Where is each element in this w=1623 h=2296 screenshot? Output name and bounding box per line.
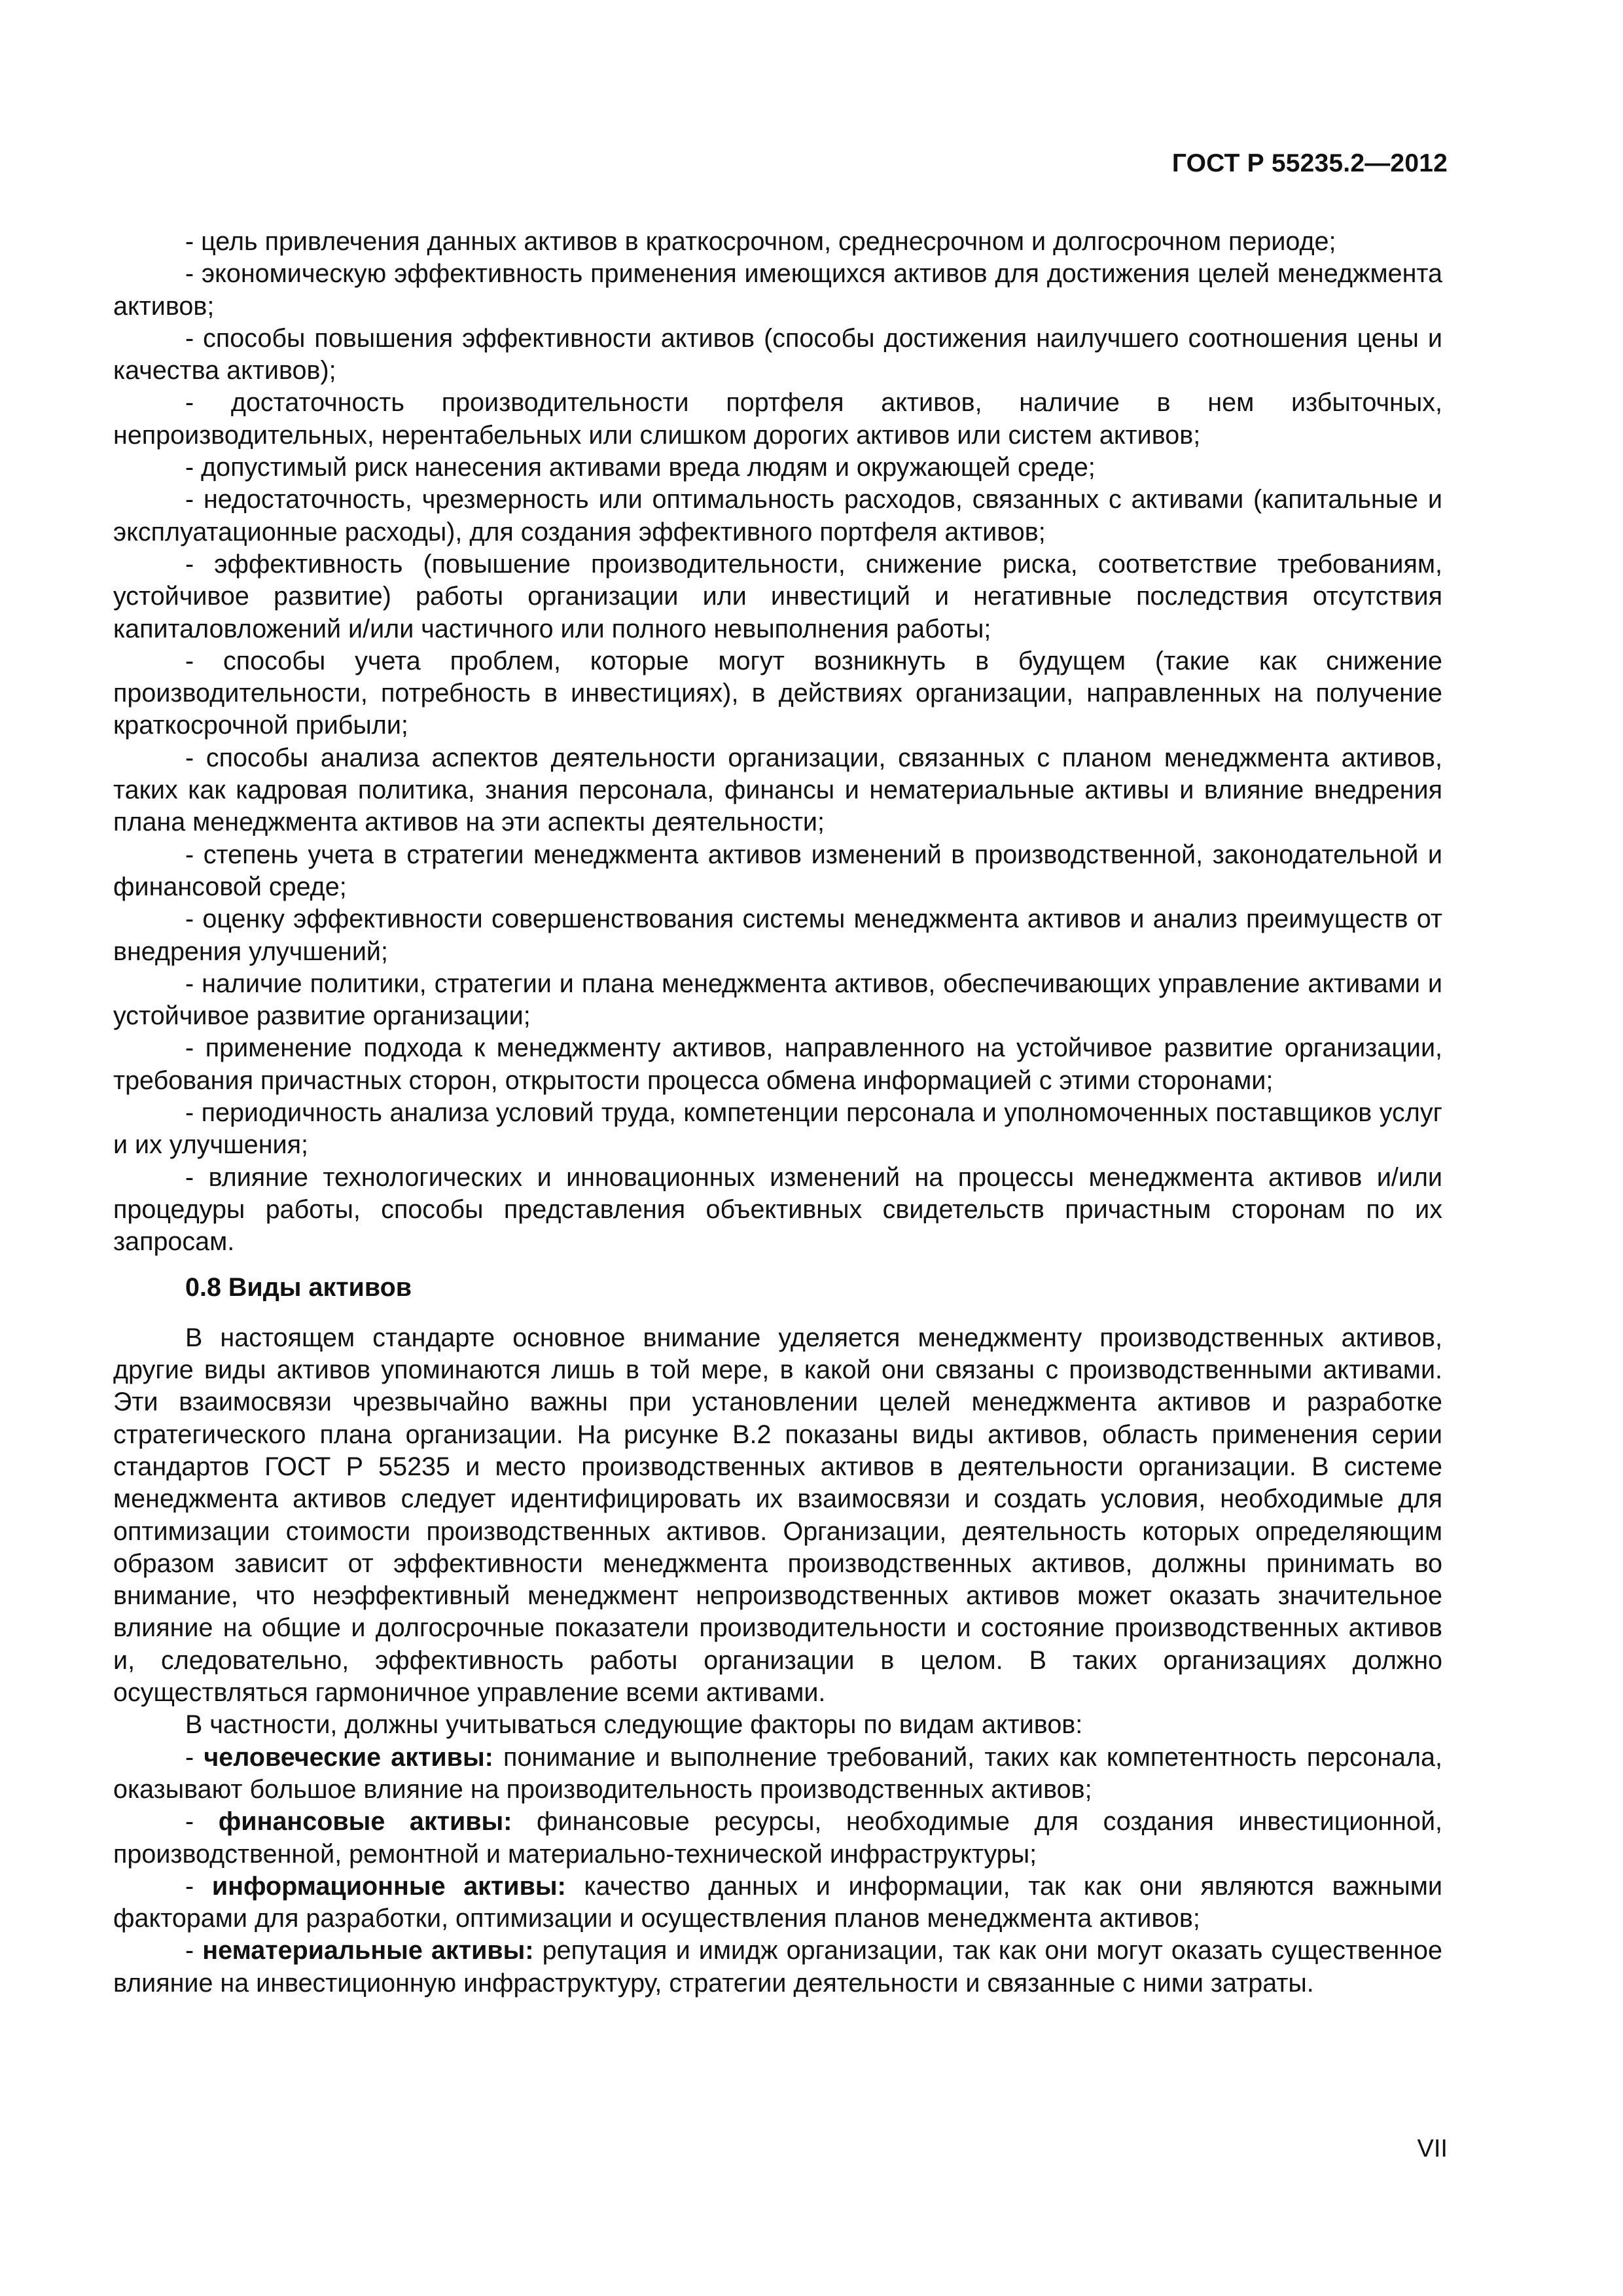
factor-prefix: -	[185, 1742, 204, 1772]
list-item: - периодичность анализа условий труда, компетенции персонала и уполномоченных поставщиков услуг и их улучшения;	[113, 1098, 1442, 1160]
document-body	[113, 226, 1442, 2000]
factor-item	[113, 1935, 1442, 2000]
factor-term: информационные активы:	[211, 1871, 566, 1901]
factor-text: репутация и имидж организации, так как они могут оказать существенное влияние на инвестиционную инфраструктуру, стратегии деятельности и связанные с ними затраты.	[113, 1936, 1442, 1998]
factor-text: качество данных и информации, так как они являются важными факторами для разработки, оптимизации и осуществления планов менеджмента активов;	[113, 1871, 1442, 1933]
factor-text: финансовые ресурсы, необходимые для создания инвестиционной, производственной, ремонтной и материально-технической инфраструктуры;	[113, 1807, 1442, 1869]
page-number: VII	[1417, 2135, 1448, 2162]
list-item: - цель привлечения данных активов в краткосрочном, среднесрочном и долгосрочном периоде;	[185, 227, 1336, 256]
list-item: - оценку эффективности совершенствования системы менеджмента активов и анализ преимуществ от внедрения улучшений;	[113, 905, 1442, 966]
list-item: - применение подхода к менеджменту активов, направленного на устойчивое развитие организации, требования причастных сторон, открытости процесса обмена информацией с этими сторонами;	[113, 1033, 1442, 1095]
list-item: - эффективность (повышение производительности, снижение риска, соответствие требованиям, устойчивое развитие) работы организации или инвестиций и негативные последствия отсутствия капиталовложений и/или частичного или полного невыполнения работы;	[113, 549, 1442, 643]
factor-term: финансовые активы:	[218, 1807, 512, 1837]
factor-text: понимание и выполнение требований, таких как компетентность персонала, оказывают большое влияние на производительность производственных активов;	[113, 1742, 1442, 1804]
list-item: - достаточность производительности портфеля активов, наличие в нем избыточных, непроизводительных, нерентабельных или слишком дорогих активов или систем активов;	[113, 388, 1442, 450]
factor-prefix: -	[185, 1936, 203, 1965]
factor-item	[113, 1806, 1442, 1871]
section-heading: 0.8 Виды активов	[185, 1272, 412, 1302]
list-item: - наличие политики, стратегии и плана менеджмента активов, обеспечивающих управление активами и устойчивое развитие организации;	[113, 969, 1442, 1031]
document-code-header: ГОСТ Р 55235.2—2012	[1171, 149, 1448, 177]
factor-term: человеческие активы:	[204, 1742, 493, 1772]
section-paragraph: В настоящем стандарте основное внимание уделяется менеджменту производственных активов, другие виды активов упоминаются лишь в той мере, в какой они связаны с производственными активами. Эти взаимосвязи чрезвычайно важны при установлении целей менеджмента активов и разработке стратегического плана организации. На рисунке В.2 показаны виды активов, область применения серии стандартов ГОСТ Р 55235 и место производственных активов в деятельности организации. В системе менеджмента активов следует идентифицировать их взаимосвязи и создать условия, необходимые для оптимизации стоимости производственных активов. Организации, деятельность которых определяющим образом зависит от эффективности менеджмента производственных активов, должны принимать во внимание, что неэффективный менеджмент непроизводственных активов может оказать значительное влияние на общие и долгосрочные показатели производительности и состояние производственных активов и, следовательно, эффективность работы организации в целом. В таких организациях должно осуществляться гармоничное управление всеми активами.	[113, 1323, 1442, 1708]
list-item: - способы анализа аспектов деятельности организации, связанных с планом менеджмента активов, таких как кадровая политика, знания персонала, финансы и нематериальные активы и влияние внедрения плана менеджмента активов на эти аспекты деятельности;	[113, 743, 1442, 837]
list-item: - экономическую эффективность применения имеющихся активов для достижения целей менеджмента активов;	[113, 259, 1442, 321]
section-paragraph: В частности, должны учитываться следующие факторы по видам активов:	[185, 1710, 1083, 1740]
list-item: - допустимый риск нанесения активами вреда людям и окружающей среде;	[185, 453, 1096, 482]
factor-item	[113, 1871, 1442, 1935]
list-item: - способы учета проблем, которые могут возникнуть в будущем (такие как снижение производительности, потребность в инвестициях), в действиях организации, направленных на получение краткосрочной прибыли;	[113, 646, 1442, 740]
factor-term: нематериальные активы:	[202, 1936, 534, 1965]
factor-item	[113, 1742, 1442, 1806]
list-item: - недостаточность, чрезмерность или оптимальность расходов, связанных с активами (капитальные и эксплуатационные расходы), для создания эффективного портфеля активов;	[113, 485, 1442, 547]
list-item: - влияние технологических и инновационных изменений на процессы менеджмента активов и/или процедуры работы, способы представления объективных свидетельств причастным сторонам по их запросам.	[113, 1162, 1442, 1257]
factor-prefix: -	[185, 1807, 219, 1837]
factor-prefix: -	[185, 1871, 212, 1901]
list-item: - степень учета в стратегии менеджмента активов изменений в производственной, законодательной и финансовой среде;	[113, 840, 1442, 901]
list-item: - способы повышения эффективности активов (способы достижения наилучшего соотношения цены и качества активов);	[113, 323, 1442, 386]
